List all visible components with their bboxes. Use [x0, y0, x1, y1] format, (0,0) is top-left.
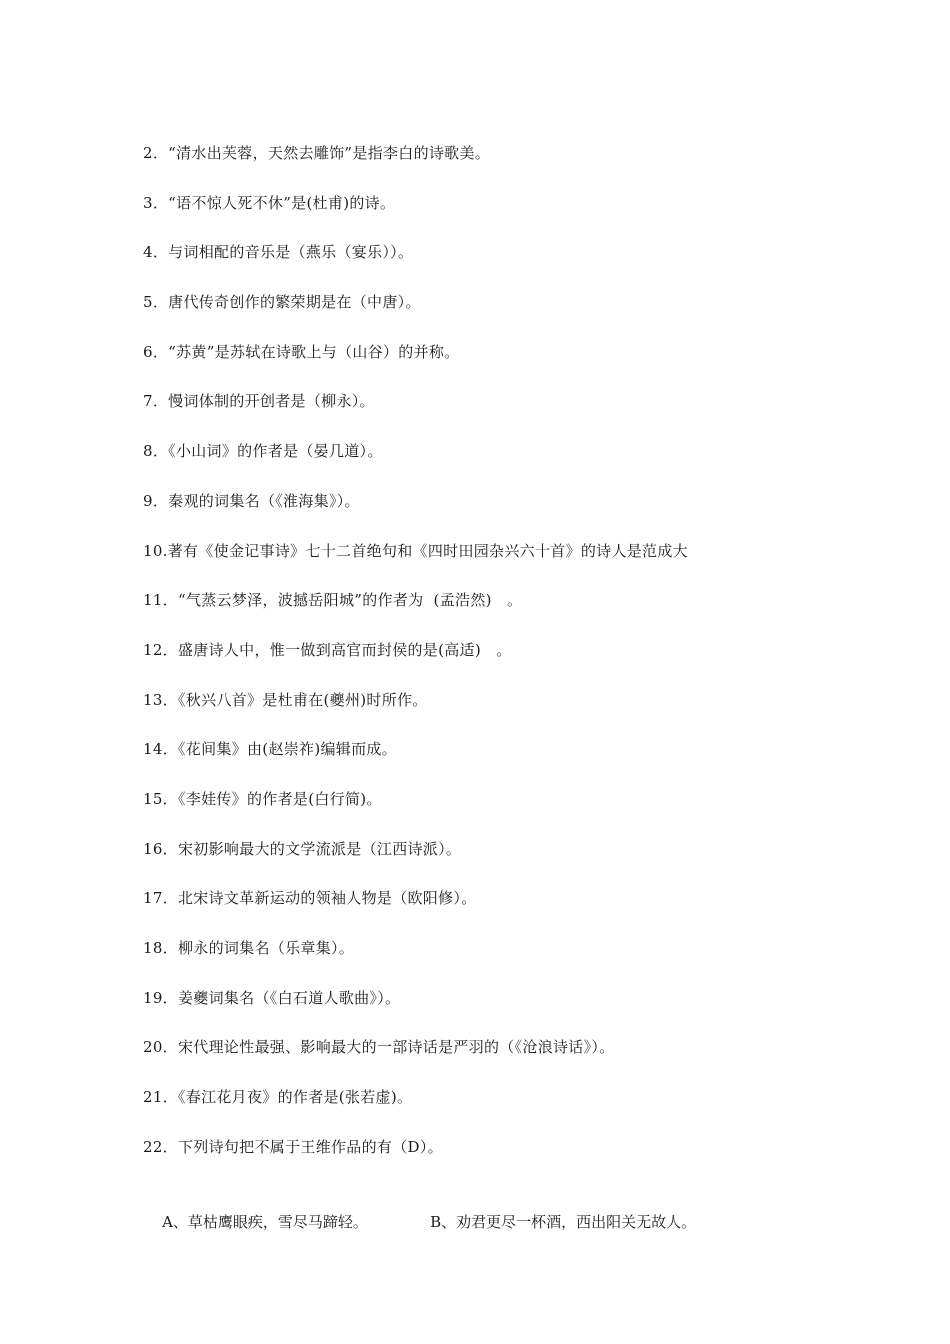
question-line: 21．《春江花月夜》的作者是(张若虚)。 [143, 1088, 413, 1107]
option-a: A、草枯鹰眼疾，雪尽马蹄轻。 [162, 1213, 368, 1231]
question-line: 22．下列诗句把不属于王维作品的有（D）。 [143, 1137, 443, 1156]
question-line: 7．慢词体制的开创者是（柳永）。 [143, 392, 375, 411]
question-line: 19．姜夔词集名（《白石道人歌曲》）。 [143, 988, 401, 1007]
answer-options [143, 1186, 863, 1258]
question-line: 10.著有《使金记事诗》七十二首绝句和《四时田园杂兴六十首》的诗人是范成大 [143, 541, 688, 560]
question-line: 17．北宋诗文革新运动的领袖人物是（欧阳修）。 [143, 889, 477, 908]
question-line: 14．《花间集》由(赵崇祚)编辑而成。 [143, 740, 397, 759]
question-line: 11．“气蒸云梦泽，波撼岳阳城”的作者为 (孟浩然) 。 [143, 591, 523, 610]
question-line: 9．秦观的词集名（《淮海集》）。 [143, 491, 360, 510]
question-line: 20．宋代理论性最强、影响最大的一部诗话是严羽的（《沧浪诗话》）。 [143, 1038, 615, 1057]
question-list [143, 141, 863, 1184]
question-line: 5．唐代传奇创作的繁荣期是在（中唐）。 [143, 293, 421, 312]
question-line: 4．与词相配的音乐是（燕乐（宴乐））。 [143, 243, 414, 262]
question-line: 13．《秋兴八首》是杜甫在(夔州)时所作。 [143, 690, 428, 709]
question-line: 3．“语不惊人死不休”是(杜甫)的诗。 [143, 193, 396, 212]
question-line: 12．盛唐诗人中，惟一做到高官而封侯的是(高适) 。 [143, 640, 512, 659]
option-b: B、劝君更尽一杯酒，西出阳关无故人。 [430, 1213, 697, 1231]
question-line: 18．柳永的词集名（乐章集）。 [143, 939, 355, 957]
question-line: 16．宋初影响最大的文学流派是（江西诗派）。 [143, 839, 462, 858]
question-line: 2．“清水出芙蓉，天然去雕饰”是指李白的诗歌美。 [143, 144, 491, 162]
question-line: 6．“苏黄”是苏轼在诗歌上与（山谷）的并称。 [143, 342, 460, 361]
question-line: 15．《李娃传》的作者是(白行简)。 [143, 789, 382, 808]
question-line: 8．《小山词》的作者是（晏几道）。 [143, 442, 383, 461]
